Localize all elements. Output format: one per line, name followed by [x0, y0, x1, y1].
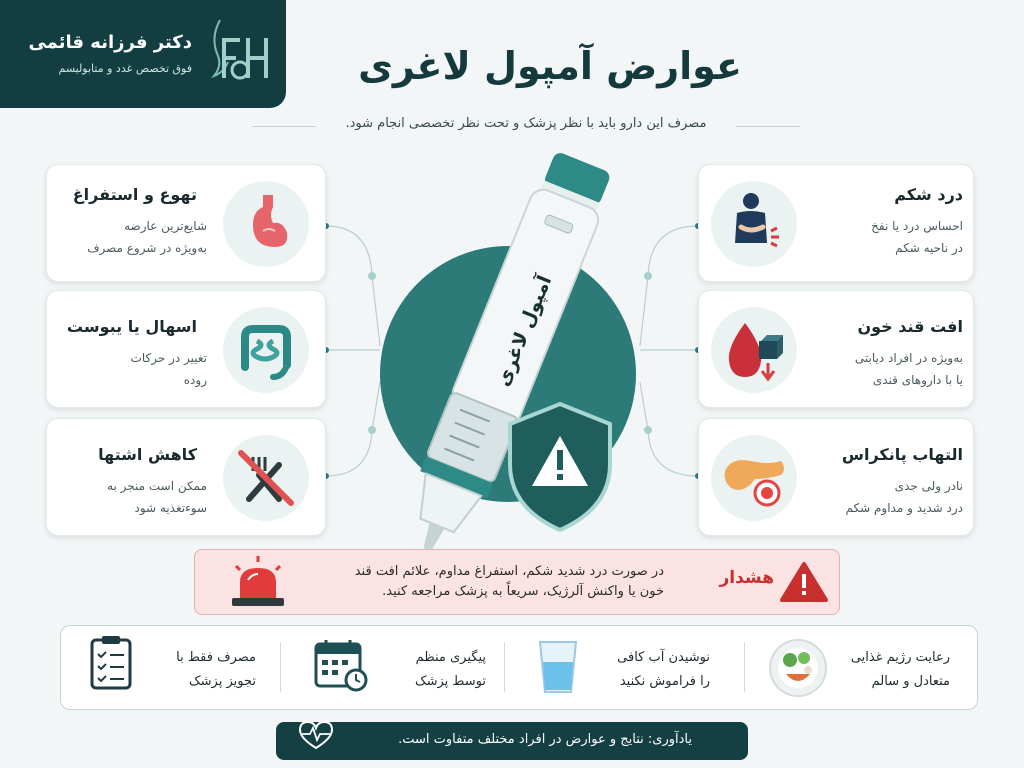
- tip-line-2: توسط پزشک: [414, 674, 486, 689]
- tip-line-1: مصرف فقط با: [176, 650, 256, 665]
- card-title: افت قند خون: [857, 317, 963, 336]
- tip-line-1: رعایت رژیم غذایی: [850, 650, 950, 665]
- card-title: کاهش اشتها: [98, 445, 197, 464]
- card-desc-line-1: نادر ولی جدی: [894, 479, 963, 493]
- card-desc-line-2: در ناحیه شکم: [895, 241, 963, 255]
- reminder-text: یادآوری: نتایج و عوارض در افراد مختلف متفاوت است.: [398, 732, 692, 747]
- tip-line-1: پیگیری منظم: [415, 650, 486, 665]
- brand-name: دکتر فرزانه قائمی: [28, 32, 192, 53]
- warning-label: هشدار: [719, 568, 774, 588]
- card-desc-line-2: درد شدید و مداوم شکم: [845, 501, 963, 515]
- pen-label: آمپول لاغری: [491, 272, 557, 390]
- card-title: درد شکم: [894, 185, 963, 204]
- tip-line-2: تجویز پزشک: [189, 674, 256, 689]
- card-title: اسهال یا یبوست: [66, 317, 197, 336]
- card-desc-line-1: به‌ویژه در افراد دیابتی: [854, 351, 963, 365]
- card-title: التهاب پانکراس: [841, 445, 963, 464]
- card-desc-line-1: ممکن است منجر به: [107, 479, 207, 493]
- warning-text-line-2: خون یا واکنش آلرژیک، سریعاً به پزشک مراجعه کنید.: [382, 584, 664, 599]
- card-title: تهوع و استفراغ: [72, 185, 197, 204]
- tip-line-2: را فراموش نکنید: [619, 674, 710, 689]
- page-subtitle: مصرف این دارو باید با نظر پزشک و تحت نظر تخصصی انجام شود.: [345, 116, 707, 131]
- card-desc-line-2: یا با داروهای قندی: [872, 373, 963, 387]
- brand-subtitle: فوق تخصص غدد و متابولیسم: [58, 62, 192, 75]
- card-desc-line-1: تغییر در حرکات: [130, 351, 207, 365]
- page-title: عوارض آمپول لاغری: [358, 44, 742, 88]
- warning-text-line-1: در صورت درد شدید شکم، استفراغ مداوم، علائم افت قند: [354, 564, 664, 579]
- card-desc-line-1: شایع‌ترین عارضه: [124, 219, 207, 233]
- card-desc-line-1: احساس درد یا نفخ: [871, 219, 963, 233]
- tip-line-1: نوشیدن آب کافی: [617, 650, 710, 665]
- card-desc-line-2: روده: [183, 373, 207, 387]
- tip-line-2: متعادل و سالم: [871, 674, 950, 689]
- card-desc-line-2: سوءتغذیه شود: [134, 501, 207, 515]
- card-desc-line-2: به‌ویژه در شروع مصرف: [87, 241, 207, 255]
